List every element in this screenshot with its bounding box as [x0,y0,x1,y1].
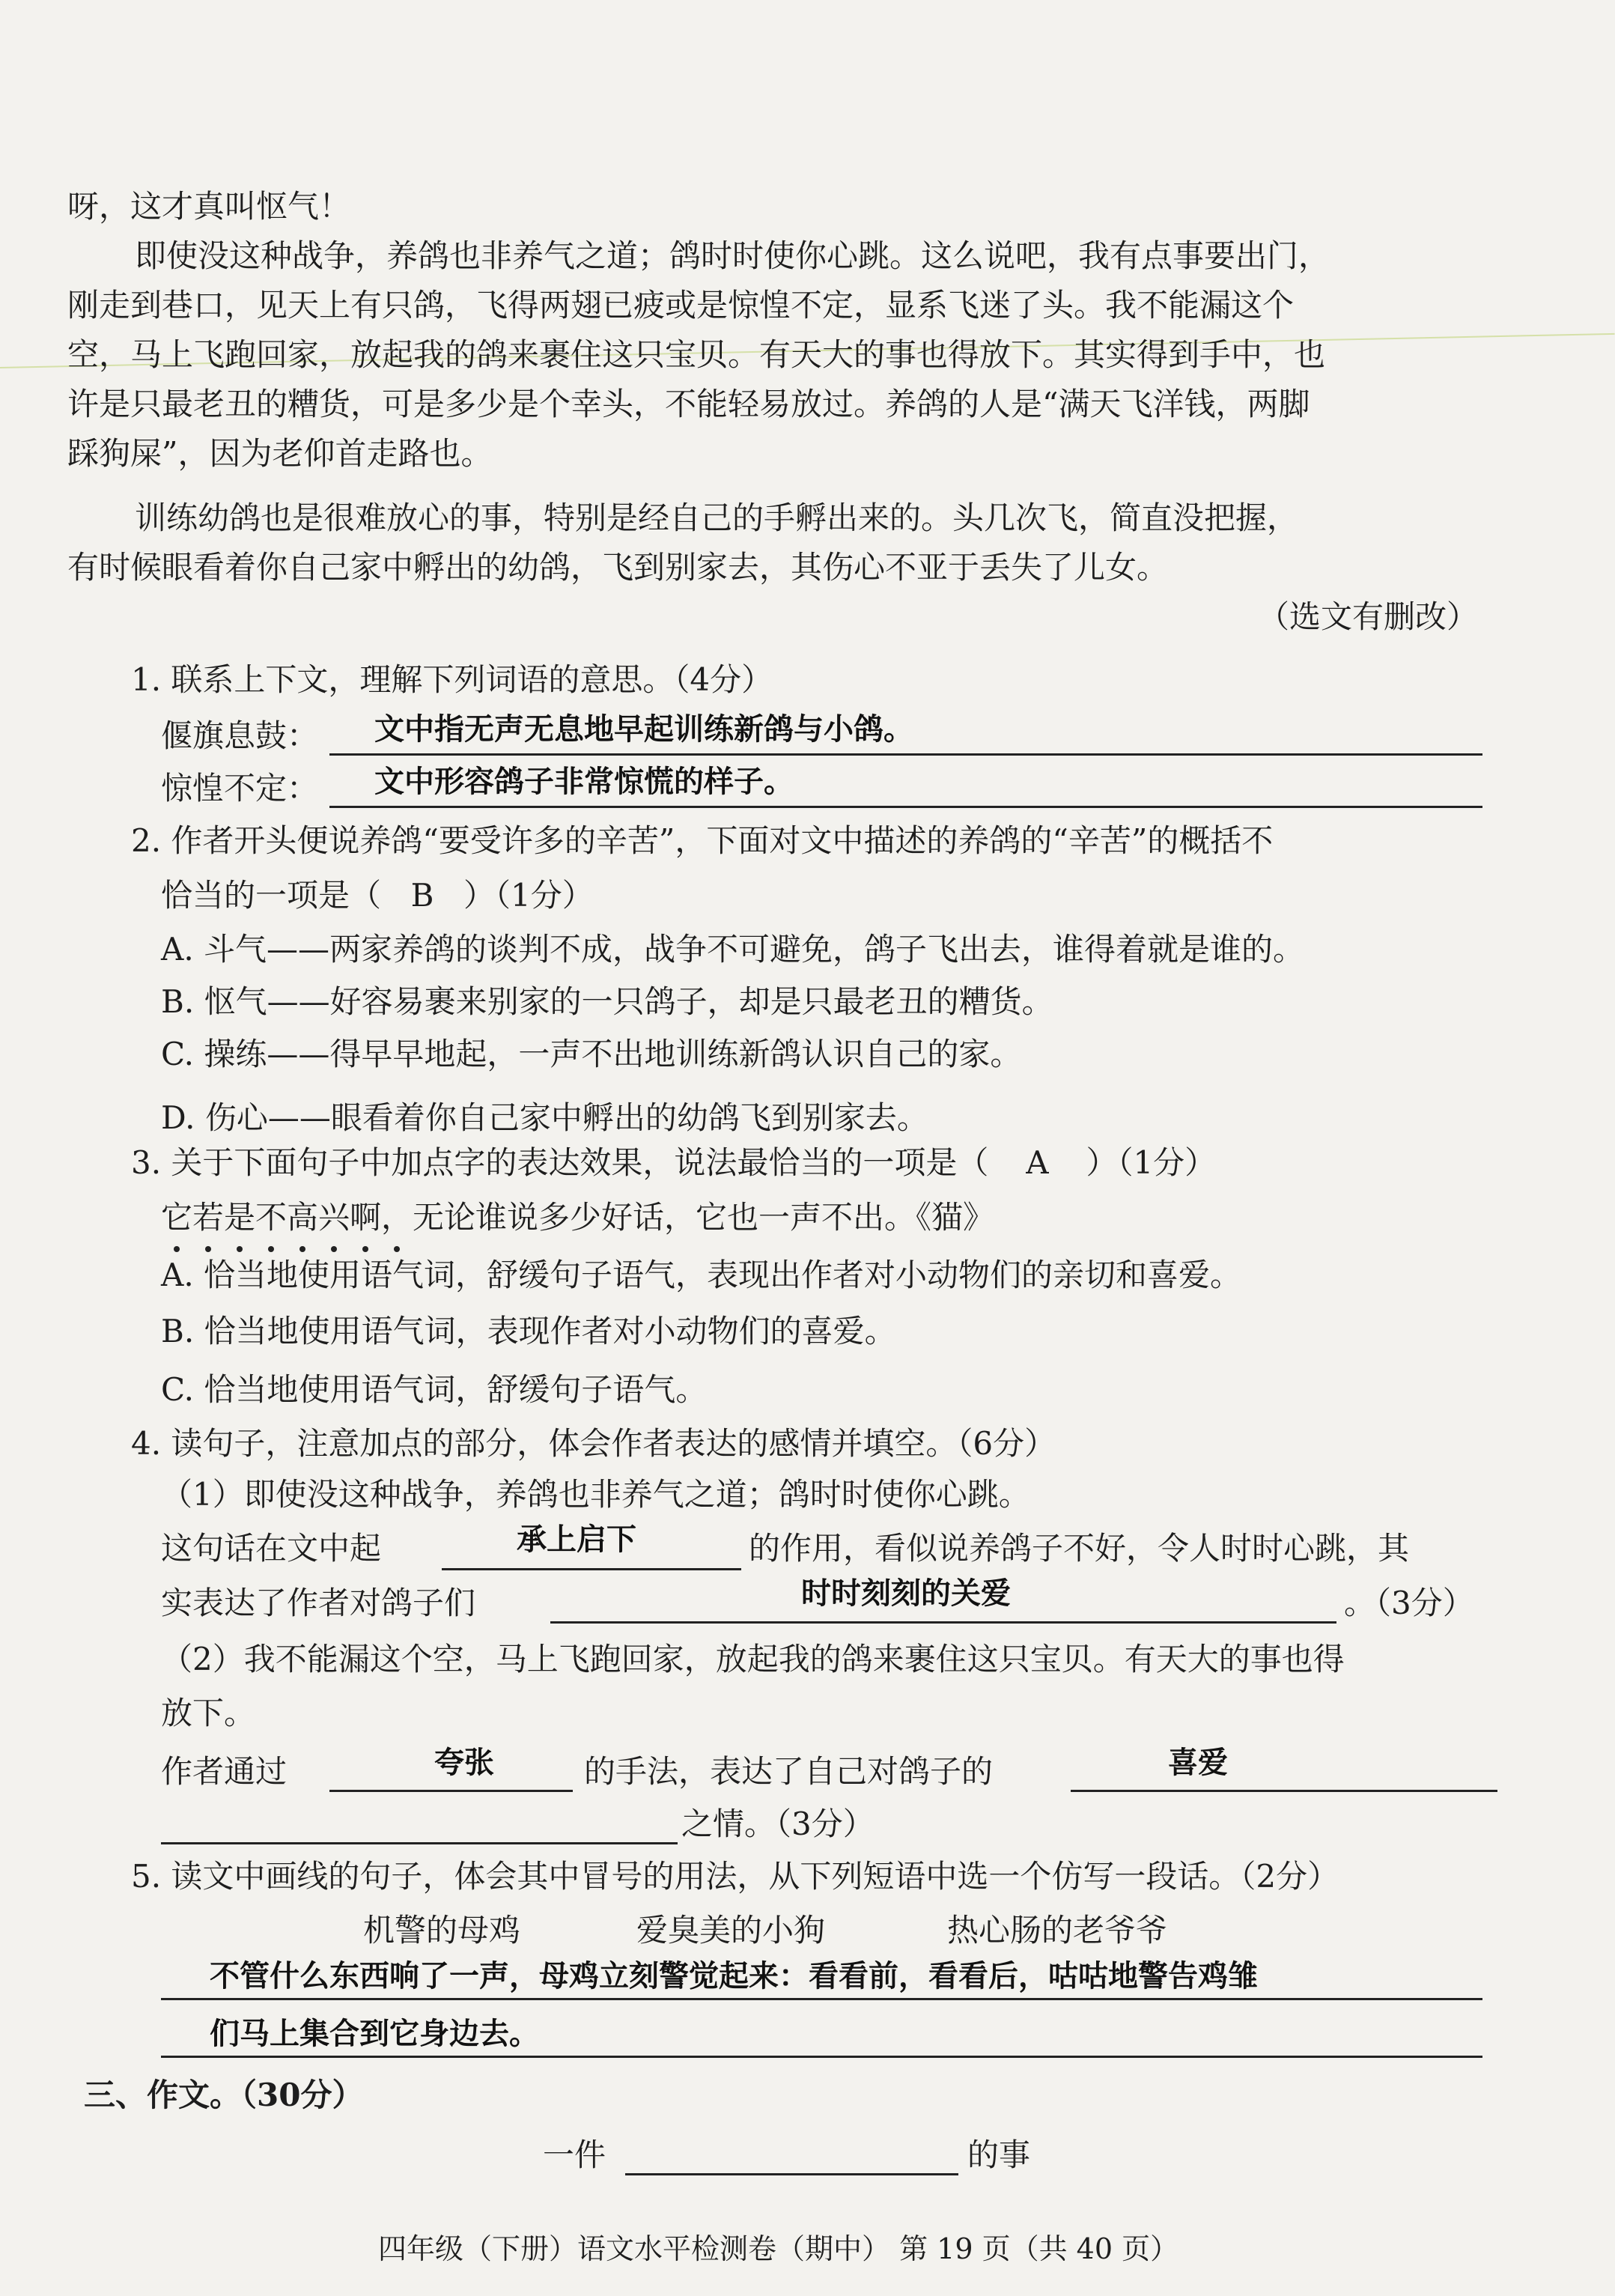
passage-line: 训练幼鸽也是很难放心的事，特别是经自己的手孵出来的。头几次飞，简直没把握， [135,499,1299,536]
q2-option: A. 斗气——两家养鸽的谈判不成，战争不可避免，鸽子飞出去，谁得着就是谁的。 [161,931,1305,968]
q3-stem-a: 3. 关于下面句子中加点字的表达效果，说法最恰当的一项是（ [131,1144,989,1181]
composition-title-blank [625,2173,958,2175]
q4-p2-a: 作者通过 [161,1753,288,1790]
q3-stem [131,1142,1216,1184]
q4-p2-sentence: 放下。 [161,1695,256,1731]
q4-p1-answer2: 时时刻刻的关爱 [801,1576,1011,1611]
page-footer: 四年级（下册）语文水平检测卷（期中） 第 19 页（共 40 页） [378,2232,1179,2265]
q1-answer1-line [329,753,1482,756]
q4-stem: 4. 读句子，注意加点的部分，体会作者表达的感情并填空。（6分） [131,1425,1056,1462]
passage-line: 踩狗屎”，因为老仰首走路也。 [67,435,493,472]
q4-p1-a: 这句话在文中起 [161,1530,382,1567]
q5-answer-rule2 [161,2056,1482,2058]
composition-prompt-a: 一件 [543,2136,606,2173]
q4-p1-b: 的作用，看似说养鸽子不好，令人时时心跳，其 [749,1530,1410,1567]
q3-answer: A [1026,1144,1049,1181]
q4-p1-blank1 [442,1568,741,1570]
q5-phrase: 热心肠的老爷爷 [947,1912,1168,1949]
q4-p1-blank2 [550,1621,1336,1624]
q4-p2-blank1 [329,1790,573,1792]
q4-p2-c: 之情。（3分） [681,1805,875,1842]
q5-answer-rule1 [161,1998,1482,2000]
source-note: （选文有删改） [1258,598,1479,635]
passage-line: 许是只最老丑的糟货，可是多少是个幸头，不能轻易放过。养鸽的人是“满天飞洋钱，两脚 [67,386,1310,422]
q3-sentence: 它若是不高兴啊，无论谁说多少好话，它也一声不出。《猫》 [161,1199,995,1236]
emphasis-dots [174,1246,443,1254]
q4-p2-b: 的手法，表达了自己对鸽子的 [584,1753,994,1790]
q2-stem-line2-a: 恰当的一项是（ [161,877,382,914]
q4-p1-sentence: （1）即使没这种战争，养鸽也非养气之道；鸽时时使你心跳。 [161,1476,1030,1513]
passage-line: 有时候眼看着你自己家中孵出的幼鸽，飞到别家去，其伤心不亚于丢失了儿女。 [67,549,1169,586]
q4-p2-answer2: 喜爱 [1168,1746,1228,1780]
q4-p1-answer1: 承上启下 [517,1522,636,1557]
q5-phrase: 爱臭美的小狗 [636,1912,826,1949]
q4-p1-c: 实表达了作者对鸽子们 [161,1585,476,1621]
q1-term2: 惊惶不定： [161,770,319,807]
q4-p2-blank2-cont [161,1842,678,1844]
q2-answer: B [410,877,434,914]
q2-stem-line2-b: ）（1分） [463,877,594,914]
passage-line: 刚走到巷口，见天上有只鸽，飞得两翅已疲或是惊惶不定，显系飞迷了头。我不能漏这个 [67,287,1295,324]
q3-option: B. 恰当地使用语气词，表现作者对小动物们的喜爱。 [161,1313,896,1349]
passage-line: 即使没这种战争，养鸽也非养气之道；鸽时时使你心跳。这么说吧，我有点事要出门， [135,237,1330,274]
q2-option: B. 怄气——好容易裹来别家的一只鸽子，却是只最老丑的糟货。 [161,983,1053,1020]
q2-option: C. 操练——得早早地起，一声不出地训练新鸽认识自己的家。 [161,1036,1022,1072]
q2-stem-line1: 2. 作者开头便说养鸽“要受许多的辛苦”，下面对文中描述的养鸽的“辛苦”的概括不 [131,822,1274,859]
passage-line: 空，马上飞跑回家，放起我的鸽来裹住这只宝贝。有天大的事也得放下。其实得到手中，也 [67,336,1326,373]
section3-title: 三、作文。（30分） [84,2077,364,2113]
q1-term1: 偃旗息鼓： [161,717,319,754]
q5-phrase: 机警的母鸡 [363,1912,521,1949]
q1-answer2: 文中形容鸽子非常惊慌的样子。 [374,765,794,799]
q4-p2-sentence: （2）我不能漏这个空，马上飞跑回家，放起我的鸽来裹住这只宝贝。有天大的事也得 [161,1641,1345,1677]
q1-answer2-line [329,806,1482,808]
q5-answer-line1: 不管什么东西响了一声，母鸡立刻警觉起来：看看前，看看后，咕咕地警告鸡雏 [210,1959,1258,1993]
q1-answer1: 文中指无声无息地早起训练新鸽与小鸽。 [374,712,913,747]
passage-line: 呀，这才真叫怄气！ [67,188,351,225]
composition-prompt-b: 的事 [967,2136,1031,2173]
q2-stem-line2 [161,875,594,917]
q4-p2-blank2 [1071,1790,1497,1792]
q3-stem-b: ）（1分） [1086,1144,1217,1181]
q3-option: A. 恰当地使用语气词，舒缓句子语气，表现出作者对小动物们的亲切和喜爱。 [161,1257,1242,1293]
q4-p2-answer1: 夸张 [434,1746,494,1780]
q5-answer-line2: 们马上集合到它身边去。 [210,2017,539,2051]
q5-stem: 5. 读文中画线的句子，体会其中冒号的用法，从下列短语中选一个仿写一段话。（2分） [131,1858,1339,1895]
q4-p1-d: 。（3分） [1344,1585,1474,1621]
q2-option: D. 伤心——眼看着你自己家中孵出的幼鸽飞到别家去。 [161,1099,928,1136]
q1-stem: 1. 联系上下文，理解下列词语的意思。（4分） [131,661,773,698]
q3-option: C. 恰当地使用语气词，舒缓句子语气。 [161,1371,708,1408]
